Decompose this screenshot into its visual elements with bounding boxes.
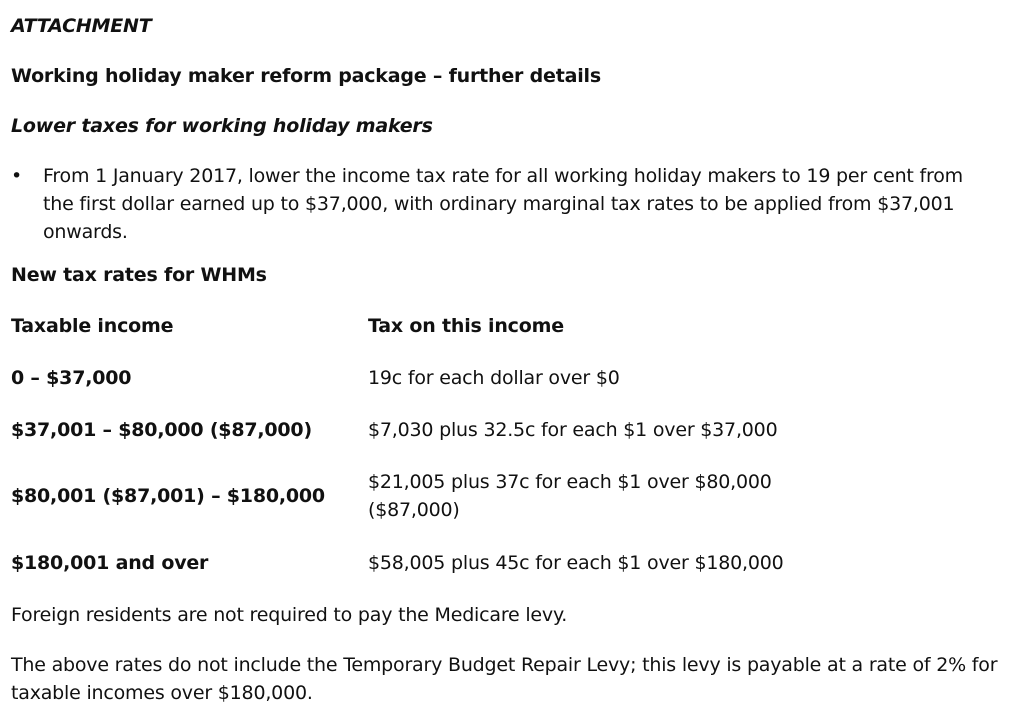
budget-repair-levy-note: The above rates do not include the Temporary Budget Repair Levy; this levy is payable at a rate of 2% for taxable incomes over $180,000. bbox=[11, 654, 998, 704]
table-row bbox=[11, 456, 1011, 536]
section-heading: Lower taxes for working holiday makers bbox=[11, 115, 433, 137]
tax-amount-cell: $21,005 plus 37c for each $1 over $80,000 ($87,000) bbox=[368, 471, 772, 521]
medicare-levy-note: Foreign residents are not required to pay the Medicare levy. bbox=[11, 604, 568, 626]
bullet-text: From 1 January 2017, lower the income tax rate for all working holiday makers to 19 per cent from the first dollar earned up to $37,000, with ordinary marginal tax rates to be applied from $37,001 onwards. bbox=[43, 165, 963, 243]
taxable-income-cell: 0 – $37,000 bbox=[11, 367, 132, 389]
table-row bbox=[11, 404, 1011, 456]
table-row bbox=[11, 352, 1011, 404]
column-header-tax-on-income: Tax on this income bbox=[368, 315, 564, 337]
document-title: Working holiday maker reform package – further details bbox=[11, 65, 601, 87]
table-header-row bbox=[11, 300, 1011, 352]
tax-amount-cell: 19c for each dollar over $0 bbox=[368, 367, 620, 389]
taxable-income-cell: $180,001 and over bbox=[11, 552, 209, 574]
table-row bbox=[11, 536, 1011, 590]
tax-amount-cell: $7,030 plus 32.5c for each $1 over $37,000 bbox=[368, 419, 778, 441]
taxable-income-cell: $80,001 ($87,001) – $180,000 bbox=[11, 485, 325, 507]
table-title: New tax rates for WHMs bbox=[11, 264, 267, 286]
column-header-taxable-income: Taxable income bbox=[11, 315, 174, 337]
taxable-income-cell: $37,001 – $80,000 ($87,000) bbox=[11, 419, 312, 441]
tax-amount-cell: $58,005 plus 45c for each $1 over $180,000 bbox=[368, 552, 784, 574]
tax-rates-table bbox=[11, 300, 1011, 590]
bullet-marker: • bbox=[11, 165, 23, 187]
attachment-label: ATTACHMENT bbox=[11, 15, 152, 37]
